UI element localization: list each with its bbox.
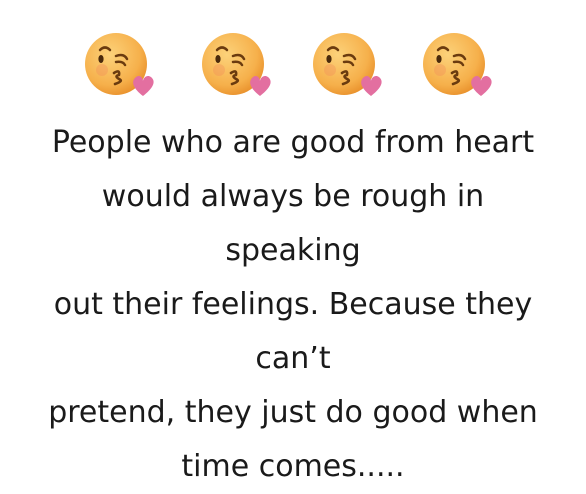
quote-line: pretend, they just do good when [48,395,538,430]
kissing-face-with-heart-icon [308,26,392,106]
quote-text [0,116,586,494]
quote-line: speaking [225,233,361,268]
kissing-face-with-heart-icon [418,26,502,106]
kissing-face-with-heart-icon [80,26,164,106]
emoji-row [0,26,586,106]
quote-line: would always be rough in [101,179,485,214]
quote-line: can’t [255,341,331,376]
quote-line: out their feelings. Because they [53,287,533,322]
kissing-face-with-heart-icon [197,26,281,106]
quote-line: People who are good from heart [51,125,535,160]
quote-line: time comes..... [181,449,405,484]
